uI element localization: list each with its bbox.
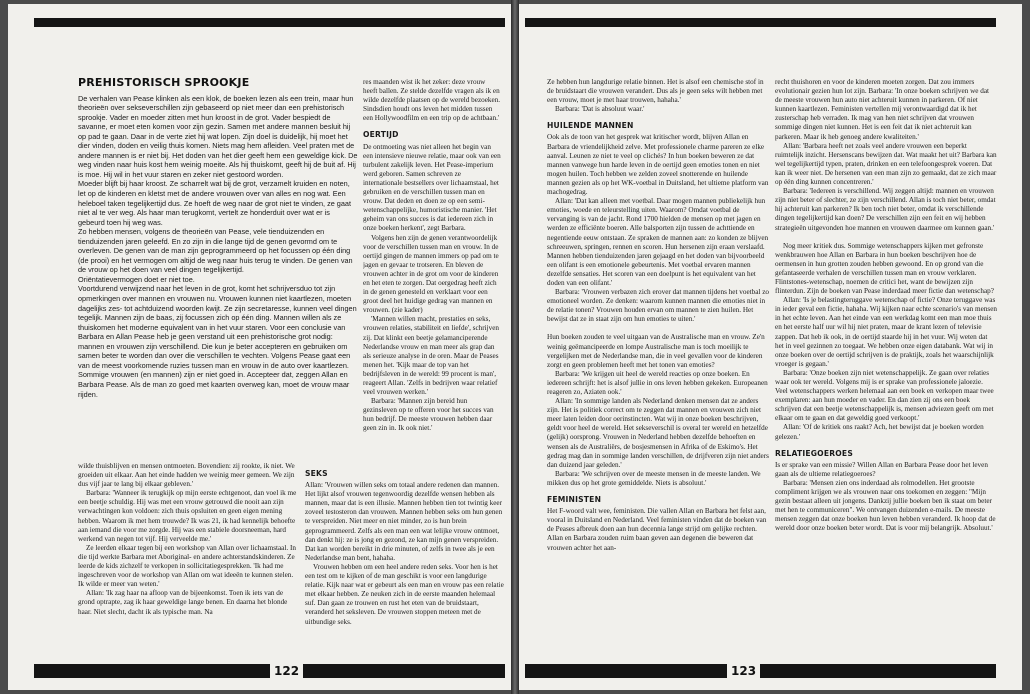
right-page xyxy=(519,4,1022,690)
body-column xyxy=(363,78,501,470)
body-paragraph: Allan: 'Dat kan alleen met voetbal. Daar mogen mannen publiekelijk hun emoties, woede en teleurstelling uiten. Waarom? Omdat voetbal de vervanging is van de jacht. Rond 1700 hielden de mensen op met jagen en werden ze efficiënte boeren. Alle balsporten zijn tussen de achttiende en negentiende eeuw ontstaan. Ze spraken de mannen aan: zo konden ze blijven schreeuwen, springen, rennen en scoren. Hun hersenen zijn eraan verslaafd. Mannen hebben tienduizenden jaren gejaagd en het doden van bijvoorbeeld een olifant is een emotionele gebeurtenis. Met voetbal ervaren mannen dezelfde sensaties. Het scoren van een doelpunt is het equivalent van het doden van een olifant.' xyxy=(547,197,769,287)
paragraph-break xyxy=(547,324,769,333)
body-paragraph: Allan: 'In sommige landen als Nederland denken mensen dat ze anders zijn. Het is politiek correct om te zeggen dat mannen en vrouwen zich niet meer laten leiden door oerinstincten. Wat wij in onze boeken beschrijven, geldt voor heel de wereld. Het sekseverschil is overal ter wereld en hetzelfde (gelijk) oorsprong. Vrouwen in Nederland hebben dezelfde behoeften en wensen als de Australiërs, de bosjesmensen in Afrika of de Eskimo's. Het gedrag mag dan in sommige landen verschillen, de drijfveren zijn niet anders dan duizend jaar geleden.' xyxy=(547,397,769,469)
body-paragraph: Allan: 'Vrouwen willen seks om totaal andere redenen dan mannen. Het lijkt alsof vrouwen tegenwoordig dezelfde wensen hebben als mannen, maar dat is een illusie. Mannen hebben tien tot twintig keer zoveel testosteron dan vrouwen. Mannen hebben seks om hun genen te verspreiden. Niet meer en niet minder, zo is hun brein geprogrammeerd. Zelfs als een man een wat lelijke vrouw ontmoet, dan denkt hij: ze is jong en gezond, ze kan mijn genen verspreiden. Dat kan worden bereikt in drie minuten, of zelfs in twee als je een Nederlandse man bent, hahaha. xyxy=(305,481,503,562)
bottom-rule xyxy=(525,664,996,678)
body-paragraph: Allan: 'Is je belastingteruggave wetenschap of fictie? Onze teruggave was in ieder geval een fictie, hahaha. Wij kijken naar echte scenario's van mensen in het echte leven. Aan het einde van een werkdag komt een man moe thuis en het eerste half uur wil hij niet praten, maar de krant lezen of televisie zappen. Dat heb ik ook, in de oertijd staarde hij in het vuur. Wij weten dat het in veel gezinnen zo toegaat. We hebben onze eigen databank. Wat wij in onze boeken over de oertijd schrijven is de praktijk, zoals het waarschijnlijk vroeger is gegaan.' xyxy=(775,296,997,368)
body-paragraph: Barbara: 'We schrijven over de meeste mensen in de meeste landen. We mikken dus op het grote gemiddelde. Niets is absoluut.' xyxy=(547,469,761,487)
body-paragraph: Barbara: 'Iedereen is verschillend. Wij zeggen altijd: mannen en vrouwen zijn niet beter of slechter, ze zijn verschillend. Allan is toch niet beter, omdat hij achteruit kan parkeren? Ik ben toch niet beter, omdat ik verschillende dingen tegelijkertijd kan doen? De verschillen zijn een feit en wij hebben strategieën uitgevonden hoe mannen en vrouwen daarmee om kunnen gaan.' xyxy=(775,187,996,232)
body-column xyxy=(775,78,997,666)
body-paragraph: Nog meer kritiek dus. Sommige wetenschappers kijken met gefronste wenkbrauwen hoe Allan en Barbara in hun boeken beschrijven hoe de oermensen in hun grotten zouden hebben gewoond. En op grond van die gefantaseerde verhalen de verschillen tussen man en vrouw verklaren. Flintstones-wetenschap, noemen de critici het, want de bewijzen zijn flinterdun. Zijn de boeken van Pease inderdaad meer fictie dan wetenschap? xyxy=(775,241,994,296)
book-gutter xyxy=(511,0,519,694)
body-paragraph: Barbara: 'Wanneer ik terugkijk op mijn eerste echtgenoot, dan voel ik me een beetje schuldig. Hij was met een vrouw getrouwd die nooit aan zijn verwachtingen kon voldoen: zich thuis opsluiten en geen eigen mening hebben. Waarom ik met hem trouwde? Ik was 21, ik had kennelijk behoefte aan iemand die voor me zorgde. Hij was een stabiele doorsneeman, hard werkend van negen tot vijf. Hij verveelde me.' xyxy=(78,489,297,543)
section-heading: OERTIJD xyxy=(363,130,399,140)
body-paragraph: 'Mannen willen macht, prestaties en seks, vrouwen relaties, stabiliteit en liefde', schrijven zij. Dat klinkt een beetje gelamanciperende Nederlandse vrouw en man meer als grap dan als serieuze analyse in de oren. Maar de Peases menen het. 'Kijk maar de top van het bedrijfsleven in de wereld: 99 procent is man', reageert Allan. 'Zelfs in bedrijven waar relatief veel vrouwen werken.' xyxy=(363,315,500,397)
intro-paragraph: Zo hebben mensen, volgens de theorieën van Pease, vele tienduizenden en tienduizenden jaren geleefd. En zo zijn in die lange tijd de genen gevormd om te overleven. De genen van de man zijn geprogrammeerd op het focussen op één ding (de prooi) en het vermogen om altijd de weg naar huis terug te vinden. De genen van de vrouw op het doen van veel dingen tegelijkertijd. xyxy=(78,227,353,275)
body-paragraph: De ontmoeting was niet alleen het begin van een intensieve nieuwe relatie, maar ook van een turbulent zakelijk leven. Het Pease-imperium werd geboren. Samen schreven ze internationale bestsellers over lichaamstaal, het gebruiken en de verschillen tussen man en vrouw. Dat deden en doen ze op een semi-wetenschappelijke, humoristische manier. 'Het geheim van ons succes is dat iedereen zich in onze boeken herkent', zegt Barbara. xyxy=(363,142,501,233)
body-paragraph: wilde thuisblijven en mensen ontmoeten. Bovendien: zij rookte, ik niet. We groeiden uit elkaar. Aan het einde hadden we weinig meer gemeen. We zijn dus vijf jaar te lang bij elkaar gebleven.' xyxy=(78,462,295,489)
intro-paragraph: De verhalen van Pease klinken als een klok, de boeken lezen als een trein, maar hun theorieën over sekseverschillen zijn gebaseerd op niet meer dan een prehistorisch sprookje. Vader en moeder zitten met hun kroost in de grot. Vader bespiedt de savanne, er moet eten komen voor zijn gezin. Samen met andere mannen besluit hij op pad te gaan. Daar in de verte ziet hij wat lopen. Zijn doel is duidelijk, hij moet het dier vinden, doden en veilig thuis komen. Niets mag hem afleiden. Veel praten met de andere mannen is er niet bij. Het doden van het dier geeft hem een geweldige kick. De weg vinden naar huis kost hem weinig moeite. Als hij thuiskomt, geeft hij de buit af. Hij is moe. Hij wil in het vuur staren en zeker niet gestoord worden. xyxy=(78,93,358,179)
body-paragraph: Barbara: 'Mensen zien ons inderdaad als rolmodellen. Het grootste compliment krijgen we als vrouwen naar ons toekomen en zeggen: "Mijn gezin bestaat alleen uit jongens. Dankzij jullie boeken ben ik staat om beter met hen te communiceren". We ontvangen duizenden e-mails. De meeste mensen zeggen dat onze boeken hun leven hebben veranderd. Ik hoop dat de wereld door onze boeken beter wordt. Dat is voor mij belangrijk. Absoluut.' xyxy=(775,478,996,533)
body-column xyxy=(547,78,769,666)
intro-text xyxy=(78,94,358,400)
body-paragraph: Volgens hen zijn de genen verantwoordelijk voor de verschillen tussen man en vrouw. In de oertijd gingen de mannen immers op pad om te jagen en gevaar te trotseren. En bleven de vrouwen achter in de grot om voor de kinderen en het eten te zorgen. Dat oergedrag heeft zich in de genen genesteld en verklaart voor een groot deel het huidige gedrag van mannen en vrouwen. (zie kader) xyxy=(363,233,499,315)
body-paragraph: Barbara: 'We krijgen uit heel de wereld reacties op onze boeken. En iedereen schrijft: het is alsof jullie in ons leven hebben gekeken. Europeanen reageren zo, Aziaten ook.' xyxy=(547,369,768,396)
body-paragraph: Vrouwen hebben om een heel andere reden seks. Voor hen is het een test om te kijken of de man geschikt is voor een langdurige relatie. Kijk naar wat er gebeurt als een man en vrouw pas een relatie met elkaar hebben. Ze neuken zich in de eerste maanden helemaal suf. Dan gaan ze trouwen en rust het eten van de bruidstaart, veranderd het seksleven. De vrouwen stoppen meteen met de uitbundige seks. xyxy=(305,562,504,626)
page-number: 123 xyxy=(727,664,760,678)
intro-paragraph: Oriëntatievermogen doet er niet toe. xyxy=(78,274,195,284)
paragraph-break xyxy=(775,233,997,242)
body-column xyxy=(305,462,505,662)
body-paragraph: res maanden wist ik het zeker: deze vrouw heeft ballen. Ze stelde dezelfde vragen als ik en wilde dezelfde plaatsen op de wereld bezoeken. Sindsdien houdt ons leven het midden tussen een Hollywoodfilm en een trip op de achtbaan.' xyxy=(363,78,501,123)
body-paragraph: Hun boeken zouden te veel uitgaan van de Australische man en vrouw. Ze'n weinig geëmancipeerde en lompe Australische man is toch moeilijk te vergelijken met de Nederlandse man, die in veel gevallen voor de kinderen zorgt en geen problemen heeft met het tonen van emoties? xyxy=(547,333,765,369)
section-heading: FEMINISTEN xyxy=(547,495,602,505)
body-paragraph: Is er sprake van een missie? Willen Allan en Barbara Pease door het leven gaan als de ultieme relatiegoeroes? xyxy=(775,460,988,478)
body-paragraph: Allan: 'Ik zag haar na afloop van de bijeenkomst. Toen ik iets van de grond optrapte, zag ik haar geweldige lange benen. En daarna het blonde haar. Niet slecht, dacht ik als typische man. Na xyxy=(78,589,288,616)
body-paragraph: Barbara: 'Vrouwen verbazen zich erover dat mannen tijdens het voetbal zo emotioneel worden. Ze denken: waarom kunnen mannen die emoties niet in de relatie tonen? Vrouwen houden ervan om mannen te zien huilen. Het bewijst dat ze in staat zijn om hun emoties te uiten.' xyxy=(547,288,769,324)
body-paragraph: Allan: 'Of de kritiek ons raakt? Ach, het bewijst dat je boeken worden gelezen.' xyxy=(775,423,984,441)
body-paragraph: Barbara: 'Mannen zijn bereid hun gezinsleven op te offeren voor het succes van hun bedrijf. De meeste vrouwen hebben daar geen zin in. Ik ook niet.' xyxy=(363,397,494,433)
top-rule xyxy=(34,18,505,27)
left-page xyxy=(8,4,511,690)
body-paragraph: Ook als de toon van het gesprek wat kritischer wordt, blijven Allan en Barbara de vriendelijkheid zelve. Met professionele charme pareren ze elke aanval. Leunen ze niet te veel op clichés? In hun boeken beweren ze dat mannen vanwege hun harde leven in de oertijd geen emoties tonen en niet mogen huilen. Toch hebben we zelden zoveel snotterende en huilende mannen gezien als op het WK-voetbal in Duitsland, het ultieme platform van machogedrag. xyxy=(547,133,769,197)
intro-paragraph: Moeder blijft bij haar kroost. Ze scharrelt wat bij de grot, verzamelt kruiden en noten, let op de kinderen en kletst met de andere vrouwen over van alles en nog wat. Een heleboel taken tegelijkertijd dus. Ze hoeft de weg naar de grot niet te vinden, ze gaat niet al te ver weg. Als haar man terugkomt, vertelt ze honderduit over wat er is gebeurd toen hij weg was. xyxy=(78,179,352,227)
body-paragraph: recht thuishoren en voor de kinderen moeten zorgen. Dat zou immers evolutionair gezien hun lot zijn. Barbara: 'In onze boeken schrijven we dat de meeste vrouwen hun auto niet achteruit kunnen in parkeren. Of niet kunnen kaartlezen. Feministen vertellen mij verontwaardigd dat ik het zusterschap heb verraden. Ik mag van hen niet schrijven dat vrouwen sommige dingen niet kunnen. Het is een feit dat ik niet achteruit kan parkeren. Maar ik heb genoeg andere kwaliteiten.' xyxy=(775,78,990,141)
body-paragraph: Barbara: 'Dat is absoluut waar.' xyxy=(555,105,645,114)
body-column xyxy=(78,462,300,662)
top-rule xyxy=(525,18,996,27)
intro-paragraph: Voortdurend verwijzend naar het leven in de grot, komt het schrijversduo tot zijn opmerkingen over mannen en vrouwen nu. Vrouwen kunnen niet kaartlezen, moeten dagelijks zes- tot achtduizend woorden kwijt. Ze zijn secretaresse, kunnen veel dingen tegelijk. Mannen zijn de baas, zij focussen zich op één ding. Mannen willen als ze thuiskomen het moderne equivalent van in het vuur staren. Voor een conclusie van Barbara en Allan Pease heb je geen verstand uit een prehistorische grot nodig: mannen en vrouwen zijn verschillend. Die kun je beter accepteren en gebruiken om samen beter te worden dan over die verschillen te vechten. Volgens Pease gaat een van de meest voorkomende ruzies tussen man en vrouw in de auto over kaartlezen. Sommige vrouwen (en mannen) zijn er niet goed in. Accepteer dat, zeggen Allan en Barbara Pease. Als de man zo goed met kaarten overweg kan, moet de vrouw maar rijden. xyxy=(78,284,357,399)
intro-heading: PREHISTORISCH SPROOKJE xyxy=(78,78,250,89)
body-paragraph: Ze leerden elkaar tegen bij een workshop van Allan over lichaamstaal. In die tijd werkte Barbara met Aboriginal- en andere achterstandskinderen. Ze leerde de kids zichzelf te verkopen in sollicitatiegesprekken. 'Ik had me ingeschreven voor de workshop van Allan om wat ideeën te kunnen stelen. Ik wilde er meer van weten.' xyxy=(78,543,296,589)
page-number: 122 xyxy=(270,664,303,678)
section-heading: SEKS xyxy=(305,469,328,478)
body-paragraph: Barbara: 'Onze boeken zijn niet wetenschappelijk. Ze gaan over relaties waar ook ter wereld. Volgens mij is er sprake van professionele jaloezie. Veel wetenschappers werken helemaal aan een boek en verkopen maar twee exemplaren: aan hun moeder en vader. En dan zien zij ons een boek schrijven dat een beetje wetenschappelijk is, mensen adviezen geeft om met elkaar om te gaan en dat geweldig goed verkoopt.' xyxy=(775,368,994,423)
intro-box xyxy=(78,78,358,468)
section-heading: HUILENDE MANNEN xyxy=(547,121,634,131)
body-paragraph: Allan: 'Barbara heeft net zoals veel andere vrouwen een beperkt ruimtelijk inzicht. Hersenscans bewijzen dat. Wat maakt het uit? Barbara kan wel tegelijkertijd typen, praten, drinken en een telefoongesprek voeren. Dat kan ik weer niet. De hersenen van een man zijn zo gemaakt, dat ze zich maar op één ding kunnen concentreren.' xyxy=(775,141,997,187)
body-paragraph: Ze hebben hun langdurige relatie binnen. Het is alsof een chemische stof in de bruidstaart die vrouwen verandert. Dus als je geen seks wilt hebben met een vrouw, moet je met haar trouwen, hahaha.' xyxy=(547,78,764,105)
section-heading: RELATIEGOEROES xyxy=(775,448,853,458)
body-paragraph: Het F-woord valt wee, feministen. Die vallen Allan en Barbara het felst aan, vooral in Duitsland en Nederland. Veel feministen vinden dat de boeken van de Peases afbreuk doen aan hun decennia lange strijd om gelijke rechten. Allan en Barbara zouden ruim baan geven aan degenen die beweren dat vrouwen achter het aan- xyxy=(547,507,767,552)
